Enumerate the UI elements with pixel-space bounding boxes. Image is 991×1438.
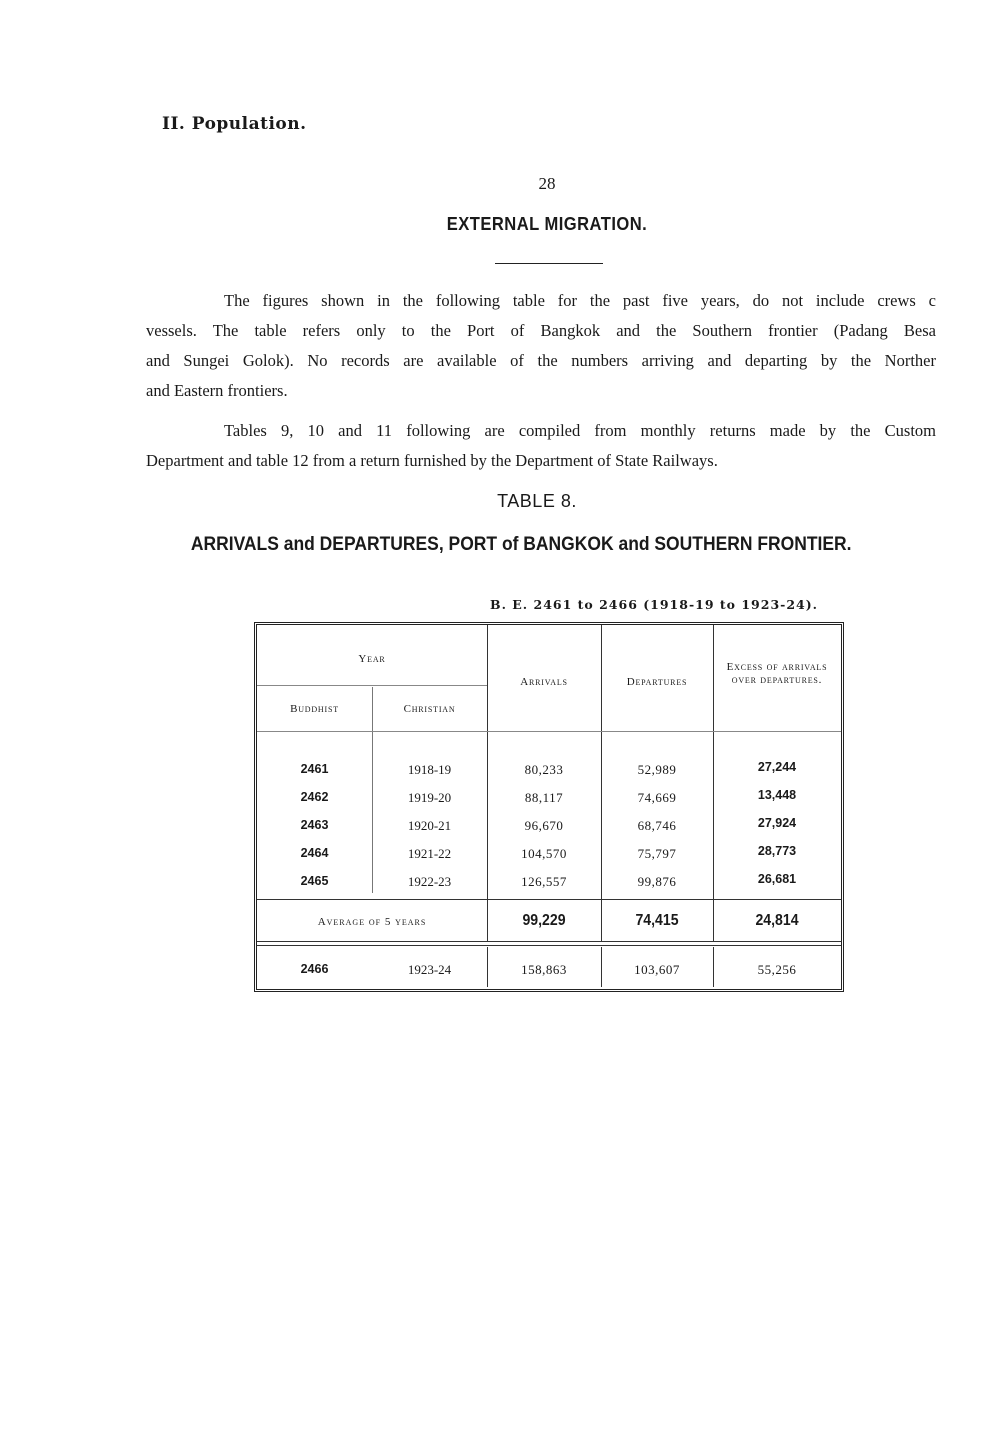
page-title: EXTERNAL MIGRATION. — [446, 214, 648, 234]
cell-departures: 75,797 — [637, 846, 677, 861]
header-departures: Departures — [626, 676, 688, 688]
cell-christian: 1921-22 — [407, 846, 452, 861]
cell-excess: 13,448 — [757, 788, 797, 802]
paragraph-2 — [146, 416, 936, 476]
paragraph-1 — [146, 286, 936, 406]
page-number: 28 — [538, 174, 556, 193]
cell-arrivals: 88,117 — [524, 790, 564, 805]
paragraph-1-line: The figures shown in the following table for the past five years, do not include crews c — [224, 291, 936, 310]
paragraph-1-line: and Eastern frontiers. — [146, 381, 288, 400]
cell-excess: 26,681 — [757, 872, 797, 886]
average-arrivals: 99,229 — [522, 912, 566, 929]
paragraph-1-line: and Sungei Golok). No records are available of the numbers arriving and departing by the Norther — [146, 351, 936, 370]
paragraph-2-line: Tables 9, 10 and 11 following are compiled from monthly returns made by the Custom — [224, 421, 936, 440]
cell-christian: 1920-21 — [407, 818, 452, 833]
table-subtitle: B. E. 2461 to 2466 (1918-19 to 1923-24). — [490, 597, 818, 612]
cell-departures: 52,989 — [637, 762, 677, 777]
cell-departures: 99,876 — [637, 874, 677, 889]
paragraph-2-line: Department and table 12 from a return furnished by the Department of State Railways. — [146, 451, 718, 470]
average-excess: 24,814 — [755, 912, 799, 929]
cell-christian: 1918-19 — [407, 762, 452, 777]
table-title: ARRIVALS and DEPARTURES, PORT of BANGKOK and SOUTHERN FRONTIER. — [190, 534, 852, 555]
cell-departures: 74,669 — [637, 790, 677, 805]
header-excess: Excess of arrivals over departures. — [726, 661, 828, 686]
paragraph-1-line: vessels. The table refers only to the Port of Bangkok and the Southern frontier (Padang Besa — [146, 321, 936, 340]
cell-christian: 1922-23 — [407, 874, 452, 889]
cell-christian: 1919-20 — [407, 790, 452, 805]
cell-arrivals: 158,863 — [521, 962, 567, 977]
cell-buddhist: 2462 — [300, 790, 329, 804]
cell-excess: 55,256 — [757, 962, 797, 977]
table-number: TABLE 8. — [497, 491, 577, 511]
cell-buddhist: 2461 — [300, 762, 329, 776]
cell-arrivals: 80,233 — [524, 762, 564, 777]
cell-buddhist: 2465 — [300, 874, 329, 888]
header-arrivals: Arrivals — [520, 676, 568, 688]
cell-buddhist: 2466 — [300, 962, 329, 976]
section-heading: II. Population. — [162, 114, 307, 134]
cell-excess: 27,244 — [757, 760, 797, 774]
cell-buddhist: 2464 — [300, 846, 329, 860]
header-buddhist: Buddhist — [290, 703, 339, 715]
cell-arrivals: 96,670 — [524, 818, 564, 833]
cell-departures: 68,746 — [637, 818, 677, 833]
cell-christian: 1923-24 — [407, 962, 452, 977]
average-departures: 74,415 — [635, 912, 679, 929]
data-table — [254, 622, 844, 992]
cell-departures: 103,607 — [634, 962, 680, 977]
header-christian: Christian — [403, 703, 456, 715]
cell-arrivals: 126,557 — [521, 874, 567, 889]
title-rule — [495, 263, 603, 264]
header-year: Year — [358, 653, 386, 665]
average-label: Average of 5 years — [317, 916, 427, 928]
cell-arrivals: 104,570 — [521, 846, 567, 861]
cell-buddhist: 2463 — [300, 818, 329, 832]
cell-excess: 27,924 — [757, 816, 797, 830]
cell-excess: 28,773 — [757, 844, 797, 858]
